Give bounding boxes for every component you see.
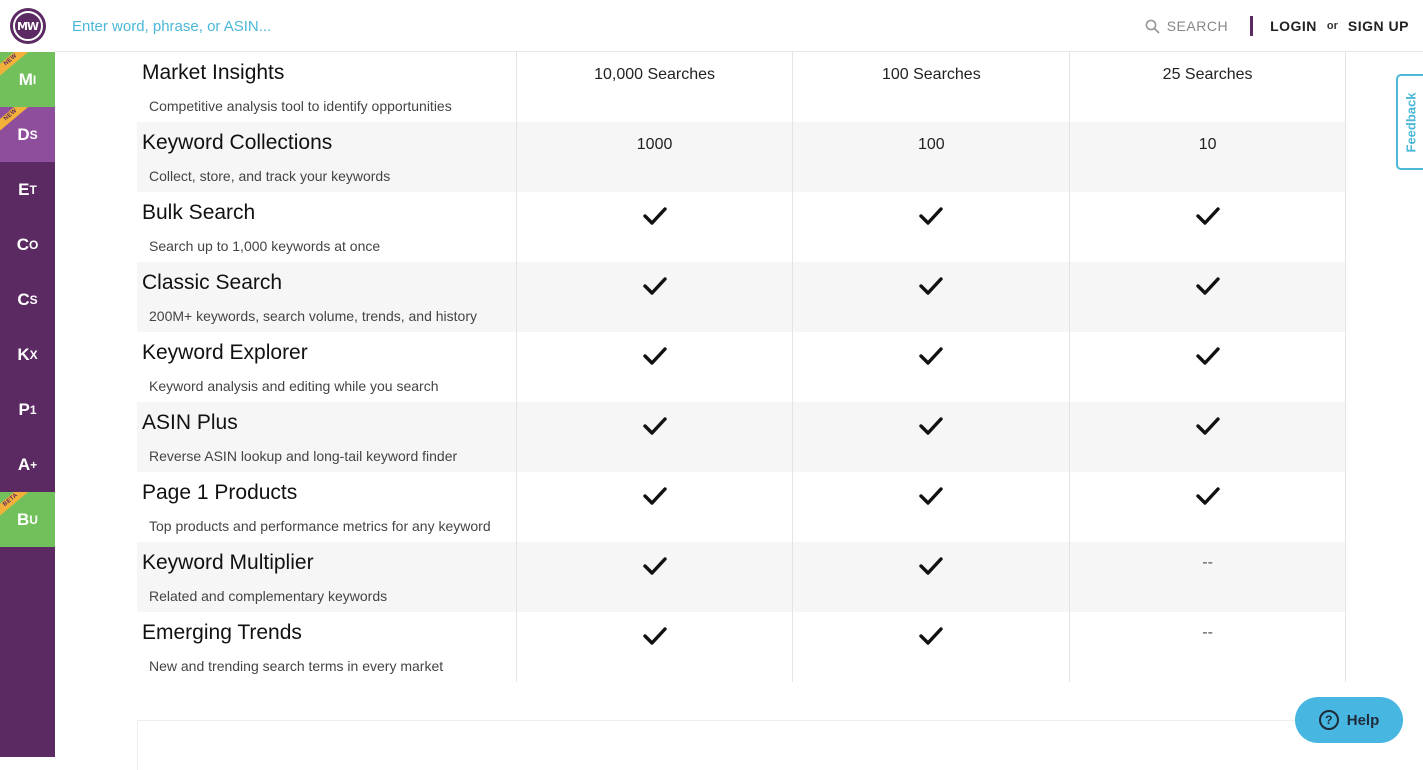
plan-value: 100 Searches	[881, 66, 981, 83]
feature-cell	[137, 612, 517, 682]
feature-title: Market Insights	[142, 61, 285, 84]
sidebar-item-asin-plus[interactable]	[0, 437, 55, 492]
sidebar-item-keyword-collections[interactable]	[0, 217, 55, 272]
table-row	[137, 262, 1346, 332]
table-row	[137, 192, 1346, 262]
tool-sidebar	[0, 52, 55, 757]
search-icon	[1145, 19, 1160, 34]
sidebar-item-sub: S	[29, 127, 38, 142]
sidebar-item-sub: U	[29, 512, 38, 527]
sidebar-item-label: M	[18, 69, 33, 89]
feature-description: Search up to 1,000 keywords at once	[149, 238, 381, 254]
sidebar-item-label: D	[17, 124, 30, 144]
sidebar-item-label: B	[17, 509, 30, 529]
logo-text: MW	[13, 11, 43, 41]
check-icon	[919, 486, 943, 506]
check-icon	[919, 416, 943, 436]
plan-value: 10	[1198, 136, 1217, 153]
table-row	[137, 472, 1346, 542]
check-icon	[643, 206, 667, 226]
plan-cell	[1070, 192, 1346, 262]
divider	[1250, 16, 1253, 36]
plan-cell	[517, 192, 794, 262]
table-row	[137, 612, 1346, 682]
feature-cell	[137, 402, 517, 472]
plan-cell	[793, 612, 1070, 682]
feature-description: Keyword analysis and editing while you search	[149, 378, 439, 394]
sidebar-item-label: C	[16, 234, 29, 254]
feature-title: ASIN Plus	[142, 411, 238, 434]
search-input[interactable]	[72, 13, 592, 39]
plan-cell	[1070, 332, 1346, 402]
plan-value: 25 Searches	[1162, 66, 1253, 83]
feature-title: Keyword Collections	[142, 131, 333, 154]
plan-cell	[793, 402, 1070, 472]
sidebar-item-sub: T	[29, 182, 37, 197]
feature-cell	[137, 52, 517, 122]
sidebar-item-keyword-explorer[interactable]	[0, 327, 55, 382]
table-row	[137, 52, 1346, 122]
plan-cell	[793, 122, 1070, 192]
sidebar-item-label: A	[17, 454, 31, 474]
check-icon	[643, 346, 667, 366]
plan-cell	[1070, 262, 1346, 332]
feature-cell	[137, 332, 517, 402]
sidebar-item-ds[interactable]	[0, 107, 55, 162]
feature-title: Classic Search	[142, 271, 283, 294]
check-icon	[919, 276, 943, 296]
feature-cell	[137, 122, 517, 192]
sidebar-item-sub: I	[32, 72, 37, 87]
logo-icon	[10, 8, 46, 44]
feature-comparison-table	[137, 52, 1346, 682]
feature-description: Reverse ASIN lookup and long-tail keyword finder	[149, 448, 458, 464]
check-icon	[919, 626, 943, 646]
sidebar-item-label: K	[17, 344, 30, 364]
check-icon	[643, 276, 667, 296]
sidebar-item-classic-search[interactable]	[0, 272, 55, 327]
check-icon	[1196, 206, 1220, 226]
logo-link[interactable]	[0, 0, 55, 52]
plan-cell	[517, 52, 794, 122]
sidebar-item-market-insights[interactable]	[0, 52, 55, 107]
sidebar-item-sub: O	[28, 237, 39, 252]
table-row	[137, 122, 1346, 192]
check-icon	[643, 416, 667, 436]
plan-value: 100	[917, 136, 945, 153]
sidebar-item-sub: +	[30, 457, 38, 472]
check-icon	[919, 206, 943, 226]
help-button[interactable]	[1295, 697, 1403, 743]
sidebar-item-label: C	[17, 289, 30, 309]
table-row	[137, 332, 1346, 402]
not-included: --	[1202, 624, 1213, 641]
not-included: --	[1202, 554, 1213, 571]
sidebar-item-sub: 1	[29, 402, 37, 417]
feature-cell	[137, 542, 517, 612]
feature-description: New and trending search terms in every market	[149, 658, 444, 674]
plan-cell	[793, 262, 1070, 332]
help-icon: ?	[1319, 710, 1339, 730]
feature-title: Keyword Explorer	[142, 341, 308, 364]
top-bar	[0, 0, 1423, 52]
feature-description: Competitive analysis tool to identify opportunities	[149, 98, 452, 114]
feature-cell	[137, 472, 517, 542]
feature-title: Bulk Search	[142, 201, 256, 224]
check-icon	[919, 346, 943, 366]
feature-description: Related and complementary keywords	[149, 588, 388, 604]
feature-description: 200M+ keywords, search volume, trends, and history	[149, 308, 477, 324]
plan-cell	[517, 542, 794, 612]
beta-badge: BETA	[0, 492, 33, 520]
plan-cell	[517, 122, 794, 192]
or-text: or	[1326, 20, 1338, 32]
sidebar-item-page1-products[interactable]	[0, 382, 55, 437]
sidebar-item-sub: X	[29, 347, 38, 362]
check-icon	[1196, 416, 1220, 436]
plan-cell	[517, 332, 794, 402]
plan-cell	[1070, 52, 1346, 122]
new-badge: NEW	[0, 107, 33, 135]
plan-cell	[1070, 472, 1346, 542]
feedback-label: Feedback	[1403, 92, 1419, 152]
plan-cell	[793, 52, 1070, 122]
plan-cell	[517, 402, 794, 472]
feedback-tab[interactable]	[1396, 74, 1423, 170]
search-button-label: SEARCH	[1166, 18, 1229, 34]
plan-cell	[1070, 542, 1346, 612]
feature-cell	[137, 262, 517, 332]
plan-value: 1000	[636, 136, 673, 153]
check-icon	[643, 556, 667, 576]
table-row	[137, 402, 1346, 472]
sidebar-item-label: E	[18, 179, 30, 199]
help-label: Help	[1346, 711, 1380, 729]
check-icon	[643, 486, 667, 506]
check-icon	[643, 626, 667, 646]
login-link[interactable]: LOGIN	[1270, 18, 1317, 34]
plan-cell	[793, 192, 1070, 262]
plan-cell	[517, 262, 794, 332]
sidebar-item-sub: S	[29, 292, 38, 307]
check-icon	[1196, 486, 1220, 506]
feature-description: Top products and performance metrics for any keyword	[149, 518, 491, 534]
plan-cell	[517, 612, 794, 682]
sidebar-item-bulk[interactable]	[0, 492, 55, 547]
top-right-nav	[1145, 0, 1409, 52]
plan-cell	[517, 472, 794, 542]
check-icon	[1196, 346, 1220, 366]
table-row	[137, 542, 1346, 612]
plan-cell	[793, 472, 1070, 542]
sidebar-item-emerging-trends[interactable]	[0, 162, 55, 217]
bottom-panel	[137, 720, 1346, 770]
search-button[interactable]	[1145, 18, 1228, 34]
plan-cell	[793, 542, 1070, 612]
check-icon	[1196, 276, 1220, 296]
new-badge: NEW	[0, 52, 33, 80]
plan-cell	[793, 332, 1070, 402]
feature-title: Emerging Trends	[142, 621, 302, 644]
feature-description: Collect, store, and track your keywords	[149, 168, 391, 184]
feature-title: Keyword Multiplier	[142, 551, 314, 574]
check-icon	[919, 556, 943, 576]
signup-link[interactable]: SIGN UP	[1347, 18, 1409, 34]
sidebar-item-label: P	[18, 399, 30, 419]
feature-cell	[137, 192, 517, 262]
plan-cell	[1070, 612, 1346, 682]
plan-cell	[1070, 122, 1346, 192]
feature-title: Page 1 Products	[142, 481, 298, 504]
plan-value: 10,000 Searches	[594, 66, 716, 83]
plan-cell	[1070, 402, 1346, 472]
